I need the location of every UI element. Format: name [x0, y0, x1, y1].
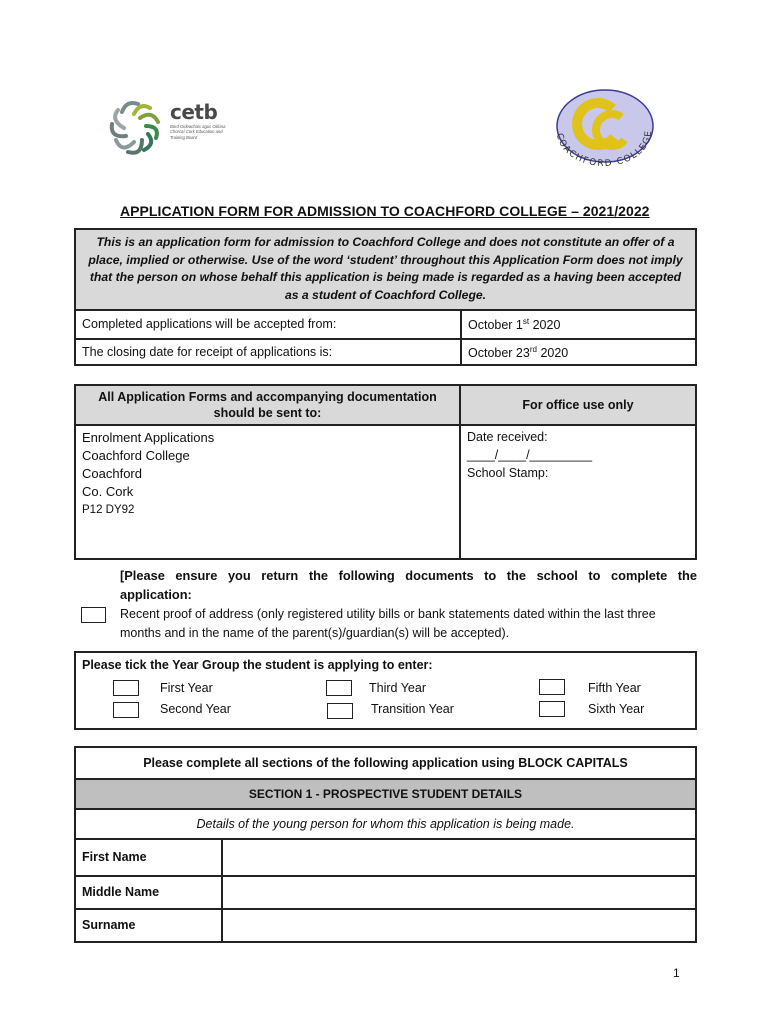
first-name-row [76, 840, 695, 877]
address-line: Co. Cork [82, 484, 134, 499]
proof-of-address-checkbox[interactable] [81, 607, 106, 623]
date-received-blank[interactable]: ____/____/_________ [467, 448, 593, 462]
surname-label: Surname [82, 918, 136, 932]
section1-heading: SECTION 1 - PROSPECTIVE STUDENT DETAILS [76, 780, 695, 810]
address-box [74, 384, 697, 560]
sixth-year-checkbox[interactable] [539, 701, 565, 717]
first-year-checkbox[interactable] [113, 680, 139, 696]
address-line: Enrolment Applications [82, 430, 215, 445]
third-year-checkbox[interactable] [326, 680, 352, 696]
eircode: P12 DY92 [82, 504, 135, 516]
cetb-swirl-icon [108, 98, 162, 158]
surname-row [76, 910, 695, 941]
section1-subheading: Details of the young person for whom this application is being made. [76, 810, 695, 840]
cetb-subtitle: Bord Oideachais agus Oiliúna Chorcaí Cork Education and Training Board [170, 124, 226, 140]
surname-input[interactable] [224, 910, 695, 941]
closing-date-label: The closing date for receipt of applications is: [82, 345, 333, 359]
address-line: Coachford College [82, 448, 190, 463]
year-group-prompt: Please tick the Year Group the student is applying to enter: [82, 658, 433, 672]
page-number: 1 [673, 966, 680, 980]
address-line: Coachford [82, 466, 142, 481]
transition-year-checkbox[interactable] [327, 703, 353, 719]
closing-date: October 23rd 2020 [468, 345, 569, 361]
middle-name-label: Middle Name [82, 885, 160, 899]
cetb-logo [108, 98, 228, 160]
first-name-label: First Name [82, 850, 147, 864]
college-ring-text: COACHFORD COLLEGE [553, 129, 655, 170]
middle-name-input[interactable] [224, 877, 695, 908]
sixth-year-label: Sixth Year [588, 702, 645, 716]
postal-address [82, 429, 214, 519]
accepted-from-date: October 1st 2020 [468, 317, 561, 333]
year-group-box [74, 651, 697, 730]
block-capitals-instruction: Please complete all sections of the following application using BLOCK CAPITALS [76, 748, 695, 780]
date-received-label: Date received: [467, 430, 548, 444]
first-name-input[interactable] [224, 840, 695, 875]
school-stamp-label: School Stamp: [467, 466, 549, 480]
second-year-label: Second Year [160, 702, 231, 716]
send-to-header: All Application Forms and accompanying documentation should be sent to: [76, 386, 459, 424]
third-year-label: Third Year [369, 681, 426, 695]
middle-name-row [76, 877, 695, 910]
accepted-from-label: Completed applications will be accepted from: [82, 317, 337, 331]
first-year-label: First Year [160, 681, 213, 695]
college-logo [545, 88, 663, 170]
dates-table [74, 309, 697, 366]
fifth-year-checkbox[interactable] [539, 679, 565, 695]
intro-disclaimer: This is an application form for admission to Coachford College and does not constitute an offer of a place, implied or otherwise. Use of the word ‘student’ throughout this Application Form does not imply that the person on whose behalf this application is being made is regarded as a having been accepted as a student of Coachford College. [74, 228, 697, 310]
documents-heading: [Please ensure you return the following documents to the school to complete the application: [120, 568, 697, 602]
section1-table [74, 746, 697, 943]
cetb-wordmark: cetb [170, 100, 218, 124]
office-use-fields [467, 428, 592, 482]
page-title: APPLICATION FORM FOR ADMISSION TO COACHFORD COLLEGE – 2021/2022 [120, 203, 650, 219]
proof-of-address-text: Recent proof of address (only registered utility bills or bank statements dated within the last three months and in the name of the parent(s)/guardian(s) will be accepted). [120, 607, 656, 640]
transition-year-label: Transition Year [371, 702, 454, 716]
office-use-header: For office use only [461, 386, 695, 424]
second-year-checkbox[interactable] [113, 702, 139, 718]
fifth-year-label: Fifth Year [588, 681, 641, 695]
